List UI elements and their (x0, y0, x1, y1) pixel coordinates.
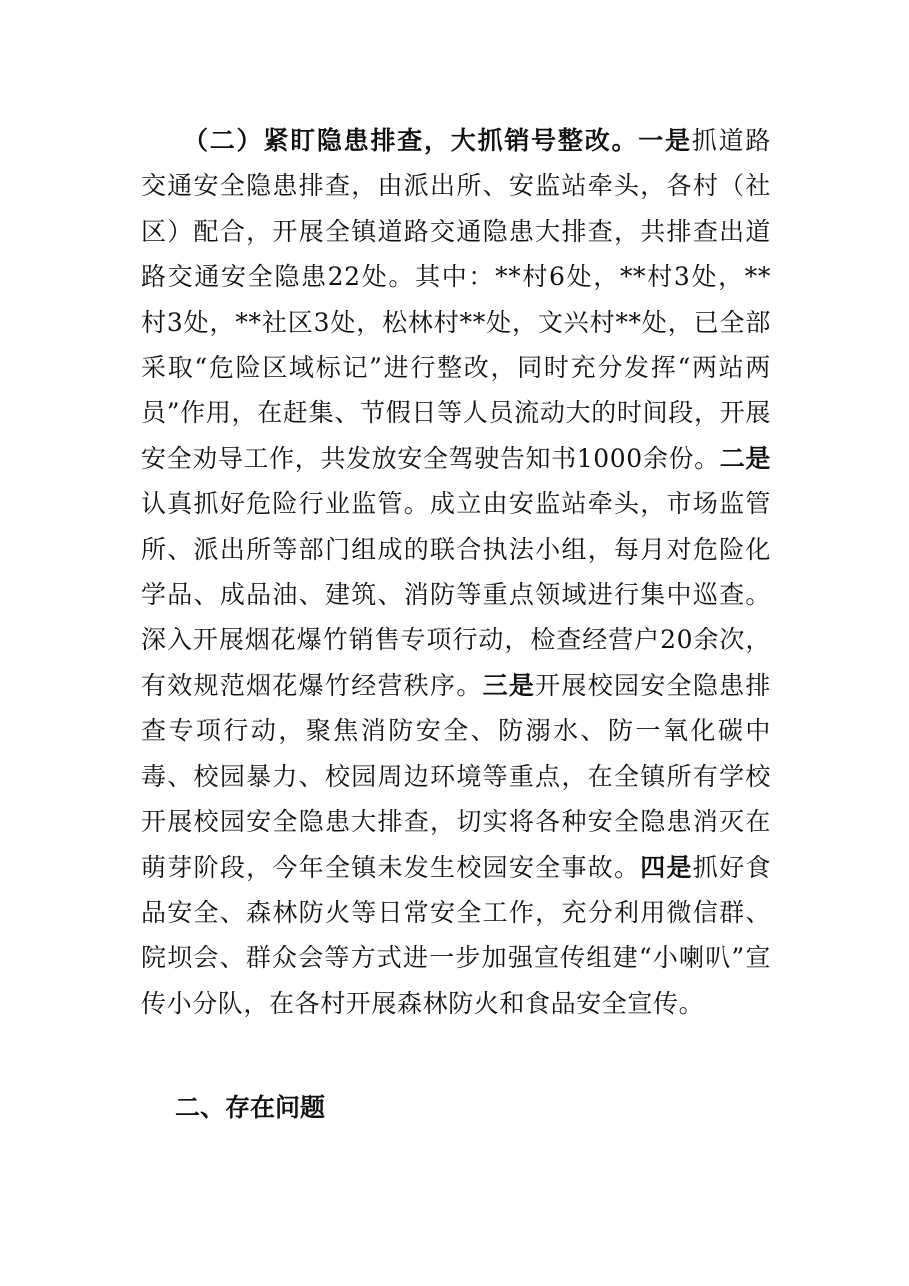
item-2-label: 二是 (719, 443, 772, 473)
item-2-text: 认真抓好危险行业监管。成立由安监站牵头，市场监管所、派出所等部门组成的联合执法小组，每月对危险化学品、成品油、建筑、消防等重点领域进行集中巡查。深入开展烟花爆竹销售专项行动，检查经营户20余次，有效规范烟花爆竹经营秩序。 (141, 489, 771, 700)
item-3-label: 三是 (482, 670, 536, 700)
body-paragraph (141, 118, 771, 1026)
item-3-text: 开展校园安全隐患排查专项行动，聚焦消防安全、防溺水、防一氧化碳中毒、校园暴力、校园周边环境等重点，在全镇所有学校开展校园安全隐患大排查，切实将各种安全隐患消灭在萌芽阶段，今年全镇未发生校园安全事故。 (141, 670, 771, 882)
item-4-text: 抓好食品安全、森林防火等日常安全工作，充分利用微信群、院坝会、群众会等方式进一步加强宣传组建“小喇叭”宣传小分队，在各村开展森林防火和食品安全宣传。 (141, 852, 771, 1018)
section-heading: 二、存在问题 (175, 1093, 326, 1122)
item-4-label: 四是 (640, 852, 693, 882)
item-1-text: 抓道路交通安全隐患排查，由派出所、安监站牵头，各村（社区）配合，开展全镇道路交通隐患大排查，共排查出道路交通安全隐患22处。其中：**村6处，**村3处，**村3处，**社区3处，松林村**处，文兴村**处，已全部采取“危险区域标记”进行整改，同时充分发挥“两站两员”作用，在赶集、节假日等人员流动大的时间段，开展安全劝导工作，共发放安全驾驶告知书1000余份。 (141, 126, 771, 473)
item-1-label: 一是 (638, 126, 692, 155)
section-lead: （二）紧盯隐患排查，大抓销号整改。 (183, 126, 639, 155)
